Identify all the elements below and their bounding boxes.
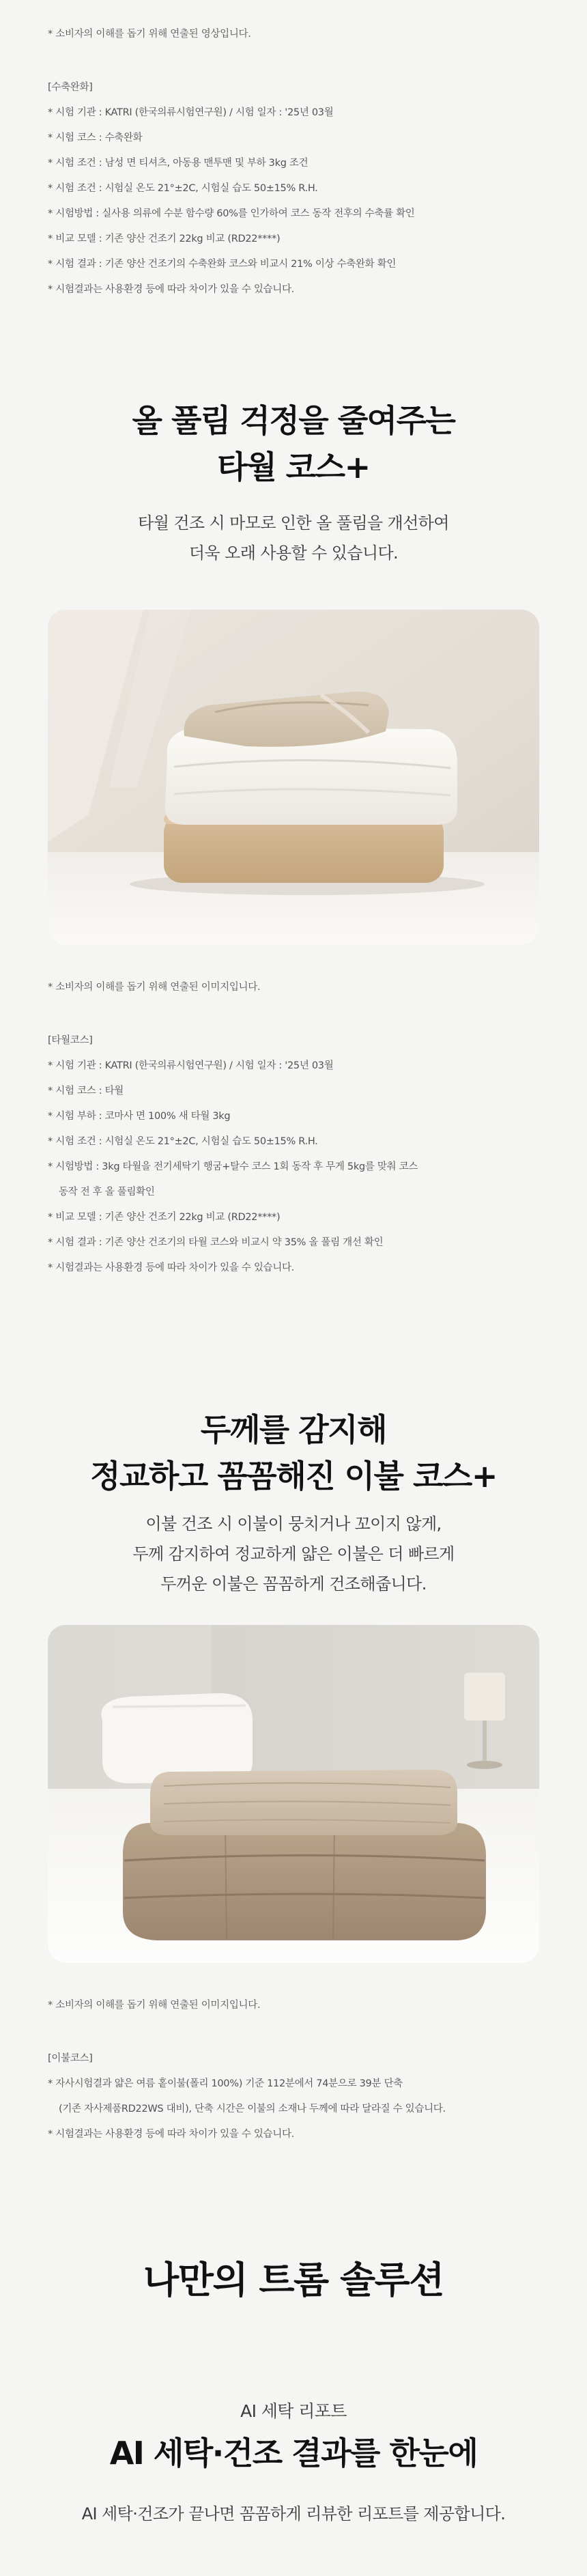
test-info-line: * 비교 모델 : 기존 양산 건조기 22kg 비교 (RD22****) [48, 233, 281, 244]
heading-line: 올 풀림 걱정을 줄여주는 [132, 402, 455, 439]
description-line: 더욱 오래 사용할 수 있습니다. [188, 543, 399, 563]
test-info-line: * 시험결과는 사용환경 등에 따라 차이가 있을 수 있습니다. [48, 2129, 294, 2140]
heading-line: 정교하고 꼼꼼해진 이불 코스+ [90, 1458, 497, 1495]
test-info-line: * 시험 결과 : 기존 양산 건조기의 타월 코스와 비교시 약 35% 올 풀림 개선 확인 [48, 1237, 384, 1248]
test-info-line: 동작 전 후 올 풀림확인 [59, 1187, 155, 1198]
folded-towels-image [48, 610, 539, 945]
test-info-line: [타월코스] [48, 1035, 93, 1046]
description-line: 두꺼운 이불은 꼼꼼하게 건조해줍니다. [160, 1574, 427, 1594]
test-info-line: * 시험 결과 : 기존 양산 건조기의 수축완화 코스와 비교시 21% 이상 수축완화 확인 [48, 259, 397, 270]
description-line: 타월 건조 시 마모로 인한 올 풀림을 개선하여 [138, 513, 449, 533]
test-info-line: * 시험 코스 : 타월 [48, 1086, 124, 1096]
test-info-line: * 시험방법 : 3kg 타월을 전기세탁기 행굼+탈수 코스 1회 동작 후 무게 5kg를 맞춰 코스 [48, 1161, 418, 1172]
shrink-test-info [48, 75, 539, 302]
test-info-line: * 자사시험결과 얇은 여름 홑이불(폴리 100%) 기준 112분에서 74분으로 39분 단축 [48, 2078, 403, 2089]
description-line: 두께 감지하여 정교하게 얇은 이불은 더 빠르게 [132, 1544, 455, 1563]
image-disclaimer: * 소비자의 이해를 돕기 위해 연출된 이미지입니다. [48, 982, 261, 993]
test-info-line: * 비교 모델 : 기존 양산 건조기 22kg 비교 (RD22****) [48, 1212, 281, 1223]
test-info-line: * 시험결과는 사용환경 등에 따라 차이가 있을 수 있습니다. [48, 1262, 294, 1273]
test-info-line: * 시험 기관 : KATRI (한국의류시험연구원) / 시험 일자 : '25년 03월 [48, 107, 334, 118]
test-info-line: * 시험 조건 : 시험실 온도 21°±2C, 시험실 습도 50±15% R.H. [48, 1136, 318, 1147]
test-info-line: * 시험 부하 : 코마사 면 100% 새 타월 3kg [48, 1111, 231, 1122]
folded-duvet-image [48, 1625, 539, 1963]
towel-test-info [48, 1028, 539, 1281]
image-disclaimer: * 소비자의 이해를 돕기 위해 연출된 이미지입니다. [48, 2000, 261, 2011]
ai-report-heading: AI 세탁·건조 결과를 한눈에 [109, 2435, 478, 2472]
towel-course-description [0, 508, 587, 568]
test-info-line: * 시험 코스 : 수축완화 [48, 132, 143, 143]
test-info-line: (기존 자사제품RD22WS 대비), 단축 시간은 이불의 소재나 두께에 따라 달라질 수 있습니다. [59, 2104, 446, 2114]
trom-solution-title: 나만의 트롬 솔루션 [143, 2259, 444, 2302]
ai-report-description: AI 세탁·건조가 끝나면 꼼꼼하게 리뷰한 리포트를 제공합니다. [81, 2504, 506, 2523]
test-info-line: [이불코스] [48, 2053, 93, 2064]
heading-line: 두께를 감지해 [200, 1411, 387, 1448]
test-info-line: * 시험 기관 : KATRI (한국의류시험연구원) / 시험 일자 : '25년 03월 [48, 1060, 334, 1071]
test-info-line: [수축완화] [48, 82, 93, 93]
duvet-course-heading [0, 1406, 587, 1499]
video-disclaimer: * 소비자의 이해를 돕기 위해 연출된 영상입니다. [48, 29, 251, 40]
test-info-line: * 시험 조건 : 시험실 온도 21°±2C, 시험실 습도 50±15% R.H. [48, 183, 318, 194]
ai-report-eyebrow: AI 세탁 리포트 [240, 2401, 347, 2421]
duvet-test-info [48, 2046, 539, 2147]
duvet-course-description [0, 1509, 587, 1599]
test-info-line: * 시험방법 : 실사용 의류에 수분 함수량 60%를 인가하여 코스 동작 전후의 수축률 확인 [48, 208, 415, 219]
heading-line: 타월 코스+ [217, 449, 370, 485]
description-line: 이불 건조 시 이불이 뭉치거나 꼬이지 않게, [145, 1514, 442, 1533]
test-info-line: * 시험 조건 : 남성 면 티셔츠, 아동용 맨투맨 및 부하 3kg 조건 [48, 158, 309, 169]
towel-course-heading [0, 397, 587, 490]
test-info-line: * 시험결과는 사용환경 등에 따라 차이가 있을 수 있습니다. [48, 284, 294, 295]
